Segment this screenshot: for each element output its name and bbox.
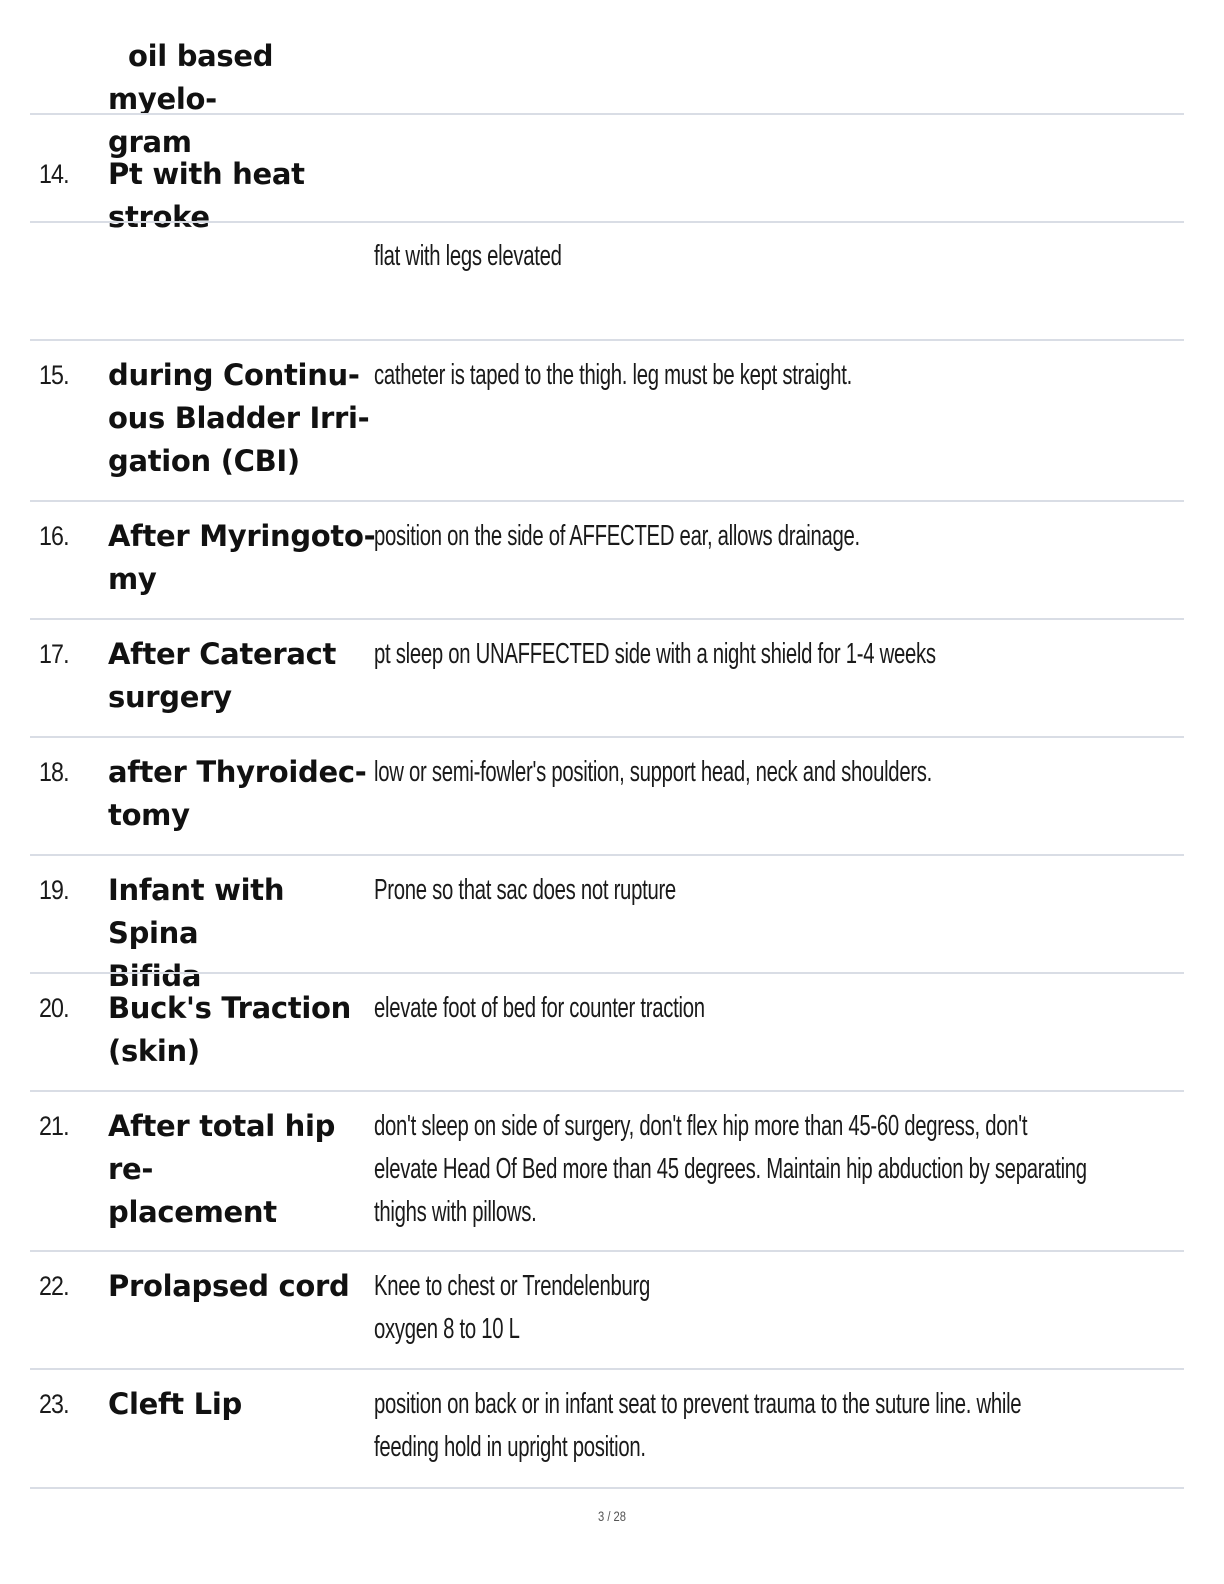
row-divider [30,1487,1184,1489]
row-divider [30,736,1184,738]
row-14-definition: flat with legs elevated [374,240,562,272]
row-18-term: after Thyroidec- tomy [108,755,367,832]
row-18-number: 18. [39,757,69,787]
row-22-term: Prolapsed cord [108,1269,350,1303]
row-23-definition: position on back or in infant seat to prevent trauma to the suture line. while feeding hold in upright position. [374,1388,1022,1463]
row-divider [30,1368,1184,1370]
row-23-term: Cleft Lip [108,1387,242,1421]
row-divider [30,500,1184,502]
row-15-term: during Continu- ous Bladder Irri- gation (CBI) [108,358,370,478]
row-16-definition: position on the side of AFFECTED ear, allows drainage. [374,520,860,552]
row-divider [30,972,1184,974]
row-14-number: 14. [39,159,69,189]
row-15-number: 15. [39,360,69,390]
row-14-term: Pt with heat stroke [108,157,305,234]
row-fragment-term: oil based myelo- gram [108,39,274,159]
row-21-number: 21. [39,1111,69,1141]
row-21-term: After total hip re- placement [108,1109,336,1229]
row-divider [30,113,1184,115]
row-divider [30,1090,1184,1092]
row-23-number: 23. [39,1389,69,1419]
row-divider [30,854,1184,856]
row-17-term: After Cateract surgery [108,637,337,714]
row-21-definition: don't sleep on side of surgery, don't flex hip more than 45-60 degress, don't elevate Head Of Bed more than 45 degrees. Maintain hip abduction by separating thighs with pillows. [374,1110,1087,1228]
row-19-number: 19. [39,875,69,905]
row-17-number: 17. [39,639,69,669]
row-divider [30,339,1184,341]
row-20-definition: elevate foot of bed for counter traction [374,992,705,1024]
row-20-term: Buck's Traction (skin) [108,991,351,1068]
row-divider [30,618,1184,620]
row-16-term: After Myringoto- my [108,519,376,596]
row-22-number: 22. [39,1271,69,1301]
row-19-definition: Prone so that sac does not rupture [374,874,676,906]
row-22-definition: Knee to chest or Trendelenburg oxygen 8 to 10 L [374,1270,650,1345]
row-18-definition: low or semi-fowler's position, support head, neck and shoulders. [374,756,933,788]
row-15-definition: catheter is taped to the thigh. leg must be kept straight. [374,359,853,391]
row-19-term: Infant with Spina Bifida [108,873,285,993]
row-20-number: 20. [39,993,69,1023]
row-divider [30,221,1184,223]
row-16-number: 16. [39,521,69,551]
row-divider [30,1250,1184,1252]
page-number: 3 / 28 [597,1508,627,1524]
row-17-definition: pt sleep on UNAFFECTED side with a night shield for 1-4 weeks [374,638,936,670]
